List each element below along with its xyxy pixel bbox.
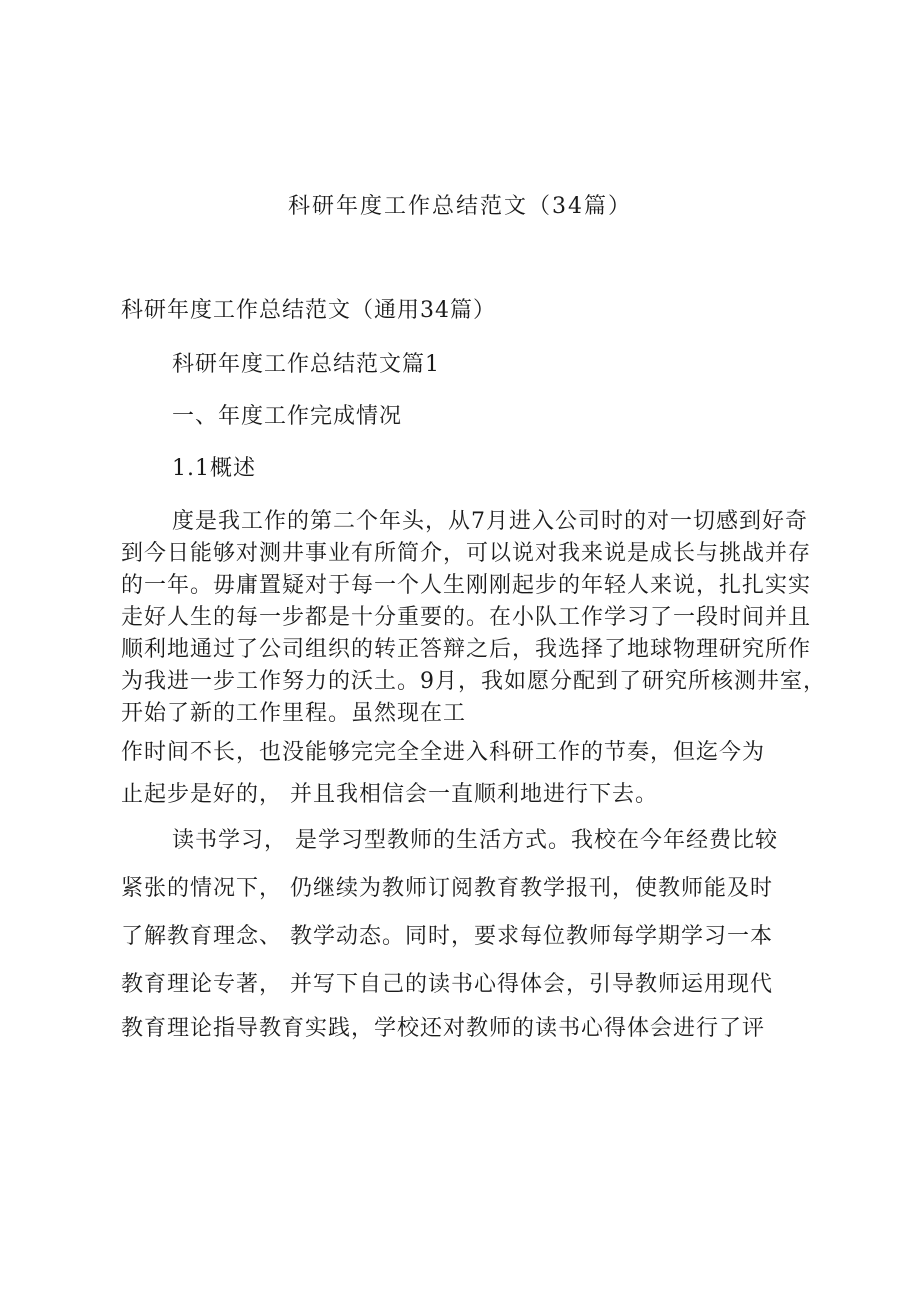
paragraph-2-line: 止起步是好的， 并且我相信会一直顺利地进行下去。 (121, 782, 658, 807)
heading-overview: 1.1概述 (172, 456, 256, 481)
paragraph-line: 开始了新的工作里程。虽然现在工 (121, 701, 467, 726)
paragraph-line: 走好人生的每一步都是十分重要的。在小队工作学习了一段时间并且 (121, 605, 812, 630)
section-title: 科研年度工作总结范文篇1 (172, 352, 440, 377)
paragraph-1 (121, 506, 841, 730)
paragraph-line: 的一年。毋庸置疑对于每一个人生刚刚起步的年轻人来说，扎扎实实 (121, 573, 812, 598)
paragraph-3-line: 读书学习， 是学习型教师的生活方式。我校在今年经费比较 (172, 828, 778, 853)
paragraph-line: 到今日能够对测井事业有所简介，可以说对我来说是成长与挑战并存 (121, 541, 812, 566)
heading-annual-work: 一、年度工作完成情况 (172, 404, 403, 429)
paragraph-3-line: 教育理论指导教育实践，学校还对教师的读书心得体会进行了评 (121, 1016, 766, 1041)
paragraph-2-line: 作时间不长，也没能够完完全全进入科研工作的节奏，但迄今为 (121, 740, 766, 765)
document-title: 科研年度工作总结范文（34篇） (288, 194, 632, 219)
paragraph-3-line: 了解教育理念、 教学动态。同时，要求每位教师每学期学习一本 (121, 924, 773, 949)
paragraph-line: 度是我工作的第二个年头，从7月进入公司时的对一切感到好奇 (172, 509, 808, 534)
paragraph-line: 为我进一步工作努力的沃土。9月，我如愿分配到了研究所核测井室， (121, 669, 826, 694)
paragraph-3-line: 教育理论专著， 并写下自己的读书心得体会，引导教师运用现代 (121, 972, 773, 997)
paragraph-3-line: 紧张的情况下， 仍继续为教师订阅教育教学报刊，使教师能及时 (121, 876, 773, 901)
document-subtitle: 科研年度工作总结范文（通用34篇） (121, 298, 496, 323)
paragraph-line: 顺利地通过了公司组织的转正答辩之后，我选择了地球物理研究所作 (121, 637, 812, 662)
